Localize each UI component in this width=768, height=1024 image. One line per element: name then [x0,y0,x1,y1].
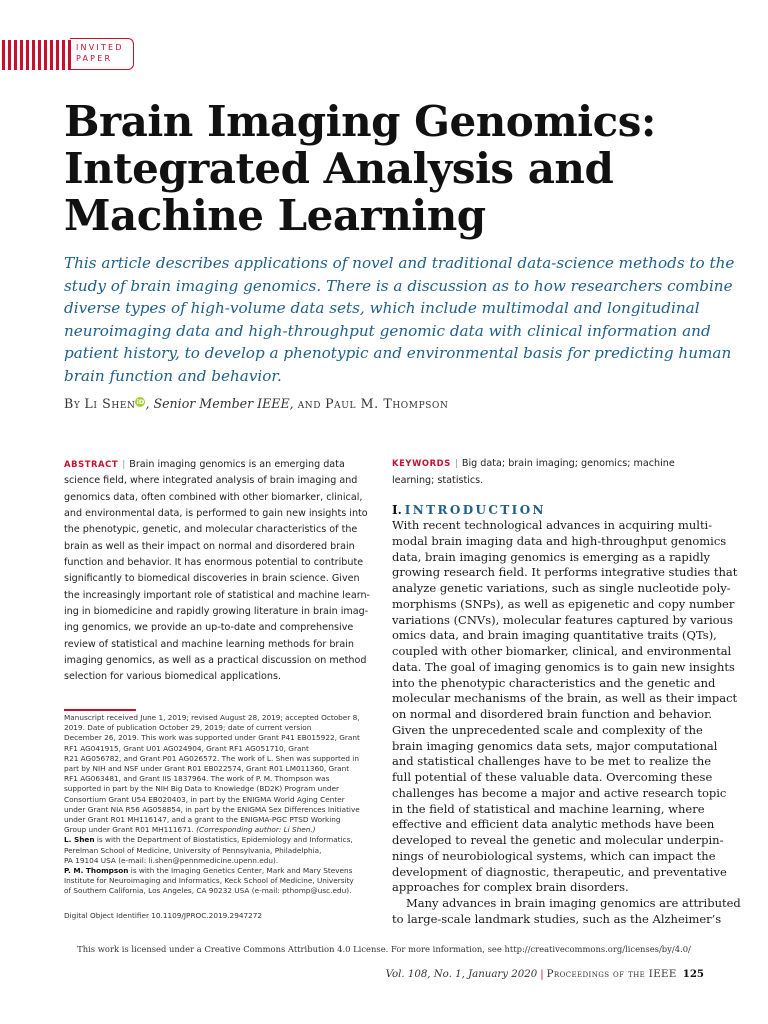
abstract-line: function and behavior. It has enormous potential to contribute [64,557,364,569]
footnote-line: R21 AG056782, and Grant P01 AG026572. The work of L. Shen was supported in [64,753,359,763]
abstract-line: review of statistical and machine learning methods for brain [64,638,354,650]
body-line: into the phenotypic characteristics and the genetic and [392,675,716,690]
byline [64,396,448,411]
body-line: Many advances in brain imaging genomics are attributed [406,896,741,910]
section-number: I. [392,503,402,517]
license-notice: This work is licensed under a Creative Commons Attribution 4.0 License. For more information, see http://creativecommons.org/licenses/by/4.0/ [77,944,691,954]
body-line: variations (CNVs), molecular features captured by various [392,612,733,627]
lead-line: patient history, to develop a phenotypic and environmental basis for predicting human [64,344,732,363]
author-name[interactable]: Paul M. Thompson [325,396,449,411]
body-line: development of diagnostic, therapeutic, and preventative [392,864,727,879]
footnote-line: Perelman School of Medicine, University of Pennsylvania, Philadelphia, [64,845,322,855]
abstract-line: ing in biomedicine and rapidly growing literature in brain imag- [64,606,369,618]
byline-and: and [297,396,322,411]
abstract-line: the phenotypic, genetic, and molecular characteristics of the [64,524,358,536]
footnote-line: PA 19104 USA (e-mail: li.shen@pennmedicine.upenn.edu). [64,855,279,865]
keywords-label: KEYWORDS [392,458,451,468]
footnote-rule [64,709,136,711]
abstract [64,456,376,686]
footnote-line: Group under Grant R01 MH111671. [64,825,194,835]
keywords-line: learning; statistics. [392,474,484,486]
lead-line: brain function and behavior. [64,366,282,385]
abstract-line: significantly to biomedical discoveries in brain science. Given [64,573,360,585]
invited-paper-bars [0,40,76,70]
page-footer [386,968,704,980]
section-title: INTRODUCTION [404,503,546,517]
separator: | [540,969,544,980]
body-line: data. The goal of imaging genomics is to gain new insights [392,659,735,674]
body-line: challenges has become a major and active research topic [392,785,727,800]
doi[interactable]: Digital Object Identifier 10.1109/JPROC.2019.2947272 [64,911,263,920]
author-name[interactable]: Li Shen [84,396,136,411]
abstract-line: Brain imaging genomics is an emerging data [129,459,345,470]
body-line: in the field of statistical and machine learning, where [392,801,705,816]
keywords-line: Big data; brain imaging; genomics; machine [461,458,675,469]
body-line: approaches for complex brain disorders. [392,880,629,895]
separator: | [122,460,126,470]
body-line: analyze genetic variations, such as single nucleotide poly- [392,581,731,595]
footnote [64,713,380,897]
body-line: effective and efficient data analytic methods have been [392,817,715,832]
keywords [392,456,704,488]
footnote-line: is with the Department of Biostatistics, Epidemiology and Informatics, [94,835,353,845]
badge-line-2: PAPER [76,54,113,63]
affiliation-name: L. Shen [64,835,95,845]
page-number: 125 [682,968,704,980]
footnote-line: RF1 AG041915, Grant U01 AG024904, Grant RF1 AG051710, Grant [64,743,309,753]
footnote-line: under Grant NIA R56 AG058854, in part by the ENIGMA Sex Differences Initiative [64,804,360,814]
footnote-line: December 26, 2019. This work was supported under Grant P41 EB015922, Grant [64,733,360,743]
lead-line: study of brain imaging genomics. There is a discussion as to how researchers combine [64,276,733,295]
body-line: modal brain imaging data and high-throughput genomics [392,533,727,548]
journal-name: Proceedings of the IEEE [546,969,677,980]
affiliation-name: P. M. Thompson [64,866,129,876]
body-line: coupled with other biomarker, clinical, and environmental [392,644,732,658]
body-line: With recent technological advances in acquiring multi- [392,518,713,532]
footnote-line: 2019. Date of publication October 29, 2019; date of current version [64,723,312,733]
footnote-line: Consortium Grant U54 EB020403, in part by the ENIGMA World Aging Center [64,794,345,804]
abstract-line: imaging genomics, as well as a practical discussion on method [64,655,367,667]
lead-summary [64,252,735,388]
lead-line: This article describes applications of novel and traditional data-science methods to the [64,254,735,272]
lead-line: diverse types of high-volume data sets, which include multimodal and longitudinal [64,299,700,318]
paper-title [64,98,724,239]
abstract-line: and environmental data, is performed to gain new insights into [64,508,368,520]
abstract-line: brain as well as their impact on normal and disordered brain [64,540,355,552]
footnote-line: RF1 AG063481, and Grant IIS 1837964. The work of P. M. Thompson was [64,774,330,784]
byline-by: By [64,396,81,411]
footnote-line: Manuscript received June 1, 2019; revised August 28, 2019; accepted October 8, [64,713,360,722]
body-line: on normal and disordered brain function and behavior. [392,707,712,721]
abstract-line: science field, where integrated analysis of brain imaging and [64,475,358,487]
footnote-line: Institute for Neuroimaging and Informatics, Keck School of Medicine, University [64,876,354,886]
body-line: nings of neurobiological systems, which can impact the [392,848,716,863]
body-line: molecular mechanisms of the brain, as well as their impact [392,691,738,706]
title-line: Brain Imaging Genomics: [64,97,656,146]
abstract-line: genomics data, often combined with other biomarker, clinical, [64,491,363,503]
author-role: , Senior Member IEEE, [145,396,294,411]
corresponding-author: (Corresponding author: Li Shen.) [196,825,316,835]
footnote-line: supported in part by the NIH Big Data to Knowledge (BD2K) Program under [64,784,340,794]
invited-paper-badge [76,42,124,64]
abstract-line: the increasingly important role of statistical and machine learn- [64,589,371,601]
body-line: omics data, and brain imaging quantitative traits (QTs), [392,628,717,643]
footnote-line: under Grant R01 MH116147, and a grant to the ENIGMA-PGC PTSD Working [64,815,341,825]
introduction-body [392,518,741,928]
body-line: brain imaging genomics data sets, major computational [392,738,718,753]
body-line: morphisms (SNPs), as well as epigenetic and copy number [392,596,735,611]
abstract-label: ABSTRACT [64,459,119,469]
body-line: developed to reveal the genetic and molecular underpin- [392,833,724,847]
abstract-line: ing genomics, we provide an up-to-date and comprehensive [64,622,354,634]
separator: | [454,459,458,469]
issue-info: Vol. 108, No. 1, January 2020 [385,969,538,980]
body-line: full potential of these valuable data. Overcoming these [392,770,713,784]
body-line: Given the unprecedented scale and complexity of the [392,722,703,737]
body-line: growing research field. It performs integrative studies that [392,565,738,580]
lead-line: neuroimaging data and high-throughput genomic data with clinical information and [64,321,711,340]
body-line: and statistical challenges have to be met to realize the [392,754,712,769]
footnote-line: is with the Imaging Genetics Center, Mark and Mary Stevens [128,866,353,876]
footnote-line: of Southern California, Los Angeles, CA 90232 USA (e-mail: pthomp@usc.edu). [64,886,352,896]
orcid-icon[interactable]: iD [136,398,145,406]
title-line: Machine Learning [64,191,486,240]
body-line: to large-scale landmark studies, such as the Alzheimer’s [392,911,722,926]
footnote-line: part by NIH and NSF under Grant R01 EB022574, Grant R01 LM011360, Grant [64,764,350,774]
title-line: Integrated Analysis and [64,144,614,193]
badge-line-1: INVITED [76,43,124,52]
body-line: data, brain imaging genomics is emerging as a rapidly [392,549,711,564]
section-heading [392,503,546,517]
abstract-line: selection for various biomedical applications. [64,671,282,683]
